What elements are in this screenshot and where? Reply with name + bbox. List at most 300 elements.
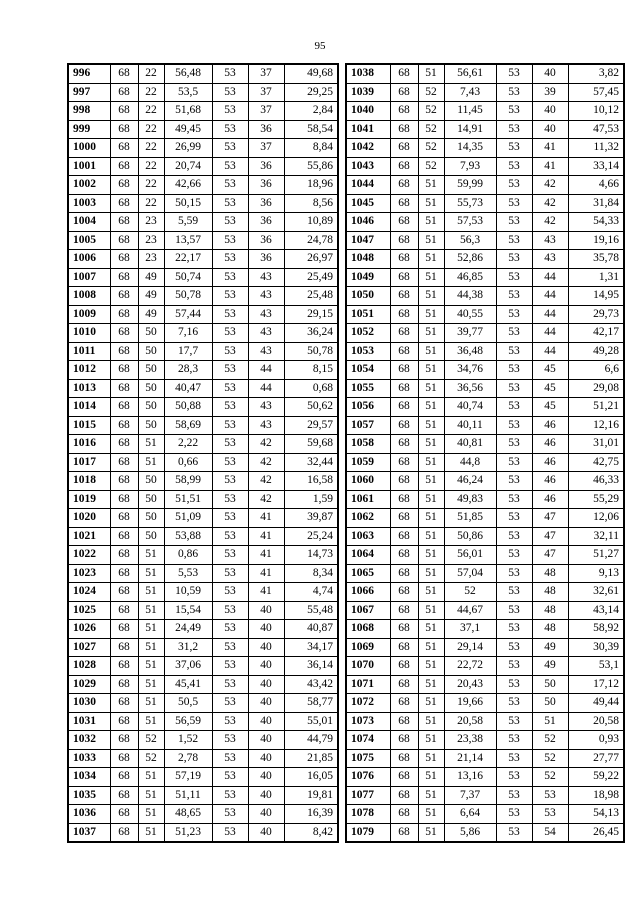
table-row [346,194,624,213]
cell-lon-minutes: 48 [532,601,568,620]
cell-point-number: 1009 [68,305,110,324]
cell-lon-seconds: 29,25 [284,83,338,102]
cell-lon-seconds: 8,34 [284,564,338,583]
cell-lon-minutes: 43 [248,342,284,361]
cell-lon-minutes: 42 [532,213,568,232]
cell-lon-degrees: 53 [212,675,248,694]
cell-lon-minutes: 43 [248,416,284,435]
cell-lat-minutes: 50 [138,527,164,546]
cell-lon-seconds: 8,42 [284,823,338,842]
cell-lat-minutes: 51 [138,786,164,805]
cell-lon-minutes: 40 [248,601,284,620]
cell-lon-degrees: 53 [496,139,532,158]
cell-lon-degrees: 53 [496,638,532,657]
cell-point-number: 1072 [346,694,390,713]
cell-lon-seconds: 54,33 [568,213,624,232]
table-row [68,231,338,250]
cell-lon-seconds: 4,66 [568,176,624,195]
cell-point-number: 1076 [346,768,390,787]
cell-point-number: 1003 [68,194,110,213]
cell-lat-minutes: 51 [138,805,164,824]
cell-lat-degrees: 68 [390,398,418,417]
cell-point-number: 1036 [68,805,110,824]
table-row [346,361,624,380]
cell-lon-seconds: 1,31 [568,268,624,287]
cell-lat-seconds: 5,53 [164,564,212,583]
cell-lon-minutes: 41 [532,139,568,158]
cell-lat-degrees: 68 [390,157,418,176]
cell-lat-degrees: 68 [390,139,418,158]
cell-lat-minutes: 23 [138,250,164,269]
table-row [346,324,624,343]
cell-lon-degrees: 53 [212,268,248,287]
cell-lon-minutes: 36 [248,194,284,213]
cell-lat-seconds: 2,78 [164,749,212,768]
cell-point-number: 1048 [346,250,390,269]
cell-point-number: 1040 [346,102,390,121]
table-row [346,102,624,121]
cell-lat-degrees: 68 [110,805,138,824]
table-row [68,527,338,546]
cell-lat-degrees: 68 [110,749,138,768]
table-row [346,657,624,676]
cell-lat-degrees: 68 [110,509,138,528]
cell-lon-seconds: 44,79 [284,731,338,750]
cell-lat-minutes: 52 [418,83,444,102]
table-row [346,398,624,417]
cell-lon-seconds: 26,45 [568,823,624,842]
cell-point-number: 1044 [346,176,390,195]
cell-lat-degrees: 68 [110,176,138,195]
cell-lon-seconds: 18,98 [568,786,624,805]
cell-lon-degrees: 53 [212,749,248,768]
cell-point-number: 1020 [68,509,110,528]
table-row [346,342,624,361]
cell-lon-degrees: 53 [496,453,532,472]
table-row [346,379,624,398]
cell-point-number: 1042 [346,139,390,158]
cell-lon-minutes: 46 [532,472,568,491]
cell-lon-seconds: 14,95 [568,287,624,306]
cell-lon-degrees: 53 [212,287,248,306]
cell-lat-minutes: 51 [418,342,444,361]
cell-lat-minutes: 51 [138,583,164,602]
cell-lon-degrees: 53 [496,194,532,213]
cell-lon-minutes: 41 [248,527,284,546]
cell-lon-seconds: 19,16 [568,231,624,250]
cell-point-number: 998 [68,102,110,121]
cell-lon-seconds: 40,87 [284,620,338,639]
cell-lon-degrees: 53 [212,527,248,546]
cell-lat-seconds: 56,3 [444,231,496,250]
cell-lat-degrees: 68 [390,472,418,491]
cell-lon-seconds: 26,97 [284,250,338,269]
cell-lat-minutes: 23 [138,231,164,250]
cell-lat-degrees: 68 [390,83,418,102]
cell-lon-degrees: 53 [496,472,532,491]
cell-lon-seconds: 59,68 [284,435,338,454]
cell-lat-seconds: 44,67 [444,601,496,620]
cell-lon-minutes: 36 [248,176,284,195]
cell-lon-degrees: 53 [212,564,248,583]
cell-lat-degrees: 68 [390,435,418,454]
cell-lon-degrees: 53 [496,120,532,139]
cell-lon-degrees: 53 [496,287,532,306]
cell-lon-minutes: 53 [532,786,568,805]
cell-lat-seconds: 51,23 [164,823,212,842]
cell-lat-degrees: 68 [390,324,418,343]
cell-lat-degrees: 68 [390,731,418,750]
cell-lon-degrees: 53 [212,472,248,491]
cell-lon-seconds: 25,48 [284,287,338,306]
cell-lat-seconds: 57,53 [444,213,496,232]
cell-lat-degrees: 68 [390,120,418,139]
table-row [346,490,624,509]
coordinates-table-left [67,63,339,843]
cell-lat-degrees: 68 [390,361,418,380]
cell-lon-seconds: 32,11 [568,527,624,546]
cell-lon-degrees: 53 [212,139,248,158]
cell-point-number: 1069 [346,638,390,657]
table-row [68,638,338,657]
cell-lat-seconds: 52 [444,583,496,602]
cell-point-number: 1043 [346,157,390,176]
cell-lon-minutes: 45 [532,379,568,398]
cell-lat-seconds: 5,86 [444,823,496,842]
cell-lon-minutes: 37 [248,139,284,158]
cell-lat-seconds: 57,44 [164,305,212,324]
cell-lat-seconds: 58,69 [164,416,212,435]
cell-lat-seconds: 56,59 [164,712,212,731]
cell-lon-seconds: 12,16 [568,416,624,435]
cell-lat-degrees: 68 [110,120,138,139]
cell-lon-minutes: 44 [248,379,284,398]
cell-lat-seconds: 14,35 [444,139,496,158]
table-row [68,675,338,694]
table-row [346,749,624,768]
cell-lon-degrees: 53 [496,527,532,546]
cell-lat-seconds: 50,5 [164,694,212,713]
cell-point-number: 1058 [346,435,390,454]
cell-lon-seconds: 39,87 [284,509,338,528]
cell-lat-degrees: 68 [110,472,138,491]
cell-point-number: 1010 [68,324,110,343]
cell-lon-degrees: 53 [212,453,248,472]
cell-lon-seconds: 43,14 [568,601,624,620]
cell-lat-degrees: 68 [110,83,138,102]
table-row [68,379,338,398]
cell-lon-seconds: 36,24 [284,324,338,343]
table-row [346,823,624,842]
cell-point-number: 1071 [346,675,390,694]
table-row [346,546,624,565]
cell-lat-minutes: 51 [418,398,444,417]
cell-lat-minutes: 51 [418,176,444,195]
cell-lat-minutes: 51 [418,250,444,269]
cell-point-number: 1014 [68,398,110,417]
cell-lat-seconds: 50,74 [164,268,212,287]
cell-lat-degrees: 68 [390,342,418,361]
cell-lon-seconds: 4,74 [284,583,338,602]
table-row [346,287,624,306]
cell-lon-minutes: 47 [532,509,568,528]
cell-lon-seconds: 25,24 [284,527,338,546]
cell-lat-minutes: 51 [418,620,444,639]
cell-lat-minutes: 22 [138,157,164,176]
cell-lon-minutes: 40 [248,823,284,842]
cell-lat-degrees: 68 [110,287,138,306]
cell-point-number: 1034 [68,768,110,787]
cell-lon-minutes: 42 [248,490,284,509]
cell-lat-minutes: 51 [418,490,444,509]
table-row [68,194,338,213]
table-row [346,176,624,195]
table-body-right [346,64,624,842]
cell-lat-seconds: 34,76 [444,361,496,380]
cell-lat-degrees: 68 [390,786,418,805]
cell-lat-minutes: 51 [138,620,164,639]
cell-lon-seconds: 18,96 [284,176,338,195]
cell-lon-minutes: 40 [248,805,284,824]
cell-lat-degrees: 68 [110,823,138,842]
cell-lon-degrees: 53 [496,268,532,287]
cell-lon-degrees: 53 [496,379,532,398]
table-row [68,490,338,509]
cell-lat-seconds: 40,55 [444,305,496,324]
table-row [346,768,624,787]
cell-lat-degrees: 68 [390,583,418,602]
cell-lon-degrees: 53 [212,657,248,676]
cell-lat-degrees: 68 [110,435,138,454]
cell-lon-seconds: 14,73 [284,546,338,565]
cell-lat-seconds: 24,49 [164,620,212,639]
table-row [346,731,624,750]
cell-lat-seconds: 20,74 [164,157,212,176]
cell-lon-seconds: 42,75 [568,453,624,472]
cell-lat-degrees: 68 [390,657,418,676]
cell-lon-degrees: 53 [212,342,248,361]
cell-lon-seconds: 58,92 [568,620,624,639]
table-row [68,546,338,565]
cell-point-number: 1029 [68,675,110,694]
cell-lat-seconds: 7,16 [164,324,212,343]
cell-point-number: 1038 [346,64,390,83]
table-row [68,731,338,750]
cell-point-number: 1024 [68,583,110,602]
cell-lat-seconds: 40,47 [164,379,212,398]
cell-lat-degrees: 68 [110,250,138,269]
cell-lon-minutes: 48 [532,583,568,602]
cell-point-number: 1062 [346,509,390,528]
cell-lat-seconds: 58,99 [164,472,212,491]
cell-lat-minutes: 51 [418,768,444,787]
cell-lon-degrees: 53 [212,712,248,731]
cell-lat-minutes: 51 [418,731,444,750]
cell-point-number: 1057 [346,416,390,435]
cell-lat-minutes: 51 [418,638,444,657]
cell-lat-seconds: 37,1 [444,620,496,639]
table-row [346,601,624,620]
cell-lat-degrees: 68 [390,268,418,287]
cell-lon-minutes: 51 [532,712,568,731]
cell-lon-seconds: 32,61 [568,583,624,602]
table-row [346,638,624,657]
cell-lat-minutes: 51 [418,453,444,472]
cell-point-number: 1051 [346,305,390,324]
cell-lon-degrees: 53 [212,305,248,324]
cell-lat-degrees: 68 [390,712,418,731]
cell-lon-seconds: 33,14 [568,157,624,176]
cell-lat-minutes: 51 [418,712,444,731]
cell-lon-minutes: 45 [532,398,568,417]
table-row [346,564,624,583]
cell-lat-seconds: 50,88 [164,398,212,417]
cell-lat-seconds: 46,24 [444,472,496,491]
cell-point-number: 1031 [68,712,110,731]
cell-lon-seconds: 58,54 [284,120,338,139]
cell-lat-seconds: 36,48 [444,342,496,361]
table-row [346,157,624,176]
cell-lat-seconds: 44,8 [444,453,496,472]
cell-point-number: 1059 [346,453,390,472]
cell-lon-seconds: 25,49 [284,268,338,287]
cell-lat-minutes: 51 [418,786,444,805]
cell-lon-seconds: 31,01 [568,435,624,454]
cell-lat-seconds: 44,38 [444,287,496,306]
cell-lat-degrees: 68 [390,231,418,250]
cell-lat-seconds: 14,91 [444,120,496,139]
table-row [68,805,338,824]
cell-lat-minutes: 49 [138,268,164,287]
cell-lat-minutes: 51 [138,768,164,787]
cell-lat-degrees: 68 [390,564,418,583]
cell-lat-seconds: 20,43 [444,675,496,694]
cell-lat-seconds: 50,78 [164,287,212,306]
cell-point-number: 1047 [346,231,390,250]
cell-lon-seconds: 8,56 [284,194,338,213]
cell-point-number: 1046 [346,213,390,232]
cell-lat-degrees: 68 [390,176,418,195]
cell-lat-minutes: 51 [418,324,444,343]
cell-lat-seconds: 50,86 [444,527,496,546]
cell-lat-seconds: 56,01 [444,546,496,565]
cell-lon-seconds: 43,42 [284,675,338,694]
cell-lon-seconds: 35,78 [568,250,624,269]
cell-lat-minutes: 51 [418,749,444,768]
table-row [68,749,338,768]
cell-lon-seconds: 50,62 [284,398,338,417]
cell-lat-minutes: 51 [418,564,444,583]
table-row [346,231,624,250]
cell-lat-seconds: 48,65 [164,805,212,824]
cell-lat-minutes: 51 [418,601,444,620]
cell-lon-minutes: 42 [248,453,284,472]
cell-lon-seconds: 50,78 [284,342,338,361]
cell-lon-minutes: 41 [248,583,284,602]
cell-lat-minutes: 51 [418,64,444,83]
cell-lon-minutes: 43 [248,287,284,306]
cell-point-number: 1023 [68,564,110,583]
cell-lat-degrees: 68 [390,102,418,121]
cell-lon-seconds: 47,53 [568,120,624,139]
cell-lat-degrees: 68 [390,416,418,435]
cell-lat-degrees: 68 [390,675,418,694]
table-row [346,305,624,324]
cell-lon-seconds: 16,58 [284,472,338,491]
cell-lon-degrees: 53 [496,657,532,676]
cell-lon-minutes: 50 [532,675,568,694]
cell-lat-degrees: 68 [110,583,138,602]
cell-lat-seconds: 57,19 [164,768,212,787]
cell-lon-minutes: 40 [248,731,284,750]
cell-lon-minutes: 40 [248,749,284,768]
cell-lat-degrees: 68 [390,620,418,639]
cell-lon-minutes: 42 [248,472,284,491]
cell-lon-degrees: 53 [212,786,248,805]
cell-lon-seconds: 1,59 [284,490,338,509]
table-row [346,453,624,472]
cell-lon-seconds: 9,13 [568,564,624,583]
table-row [68,823,338,842]
cell-point-number: 1008 [68,287,110,306]
cell-lon-degrees: 53 [496,176,532,195]
cell-point-number: 1056 [346,398,390,417]
cell-lon-minutes: 52 [532,768,568,787]
cell-lon-seconds: 29,08 [568,379,624,398]
cell-point-number: 1001 [68,157,110,176]
table-row [346,509,624,528]
cell-lat-seconds: 56,61 [444,64,496,83]
cell-lon-degrees: 53 [496,601,532,620]
cell-lon-minutes: 43 [532,250,568,269]
table-row [346,583,624,602]
cell-lat-minutes: 51 [138,675,164,694]
cell-point-number: 1021 [68,527,110,546]
cell-lon-seconds: 51,27 [568,546,624,565]
cell-lon-seconds: 51,21 [568,398,624,417]
cell-lat-seconds: 37,06 [164,657,212,676]
cell-lon-seconds: 8,84 [284,139,338,158]
table-row [346,213,624,232]
coordinates-table-right [345,63,625,843]
cell-lon-degrees: 53 [496,768,532,787]
cell-lat-degrees: 68 [110,342,138,361]
table-row [68,398,338,417]
cell-lon-degrees: 53 [496,694,532,713]
cell-lat-degrees: 68 [110,416,138,435]
cell-lon-seconds: 16,39 [284,805,338,824]
cell-lon-minutes: 44 [532,305,568,324]
table-row [68,768,338,787]
cell-lat-minutes: 51 [138,823,164,842]
cell-lat-degrees: 68 [110,453,138,472]
cell-lon-minutes: 46 [532,453,568,472]
table-row [346,416,624,435]
cell-lat-minutes: 51 [418,657,444,676]
cell-lat-minutes: 49 [138,287,164,306]
cell-lat-minutes: 50 [138,342,164,361]
cell-lat-minutes: 50 [138,398,164,417]
cell-lat-minutes: 50 [138,379,164,398]
cell-lat-degrees: 68 [390,490,418,509]
cell-lat-minutes: 51 [418,287,444,306]
cell-lat-degrees: 68 [110,361,138,380]
cell-lon-seconds: 10,12 [568,102,624,121]
cell-lat-minutes: 51 [418,268,444,287]
cell-point-number: 1002 [68,176,110,195]
cell-lat-degrees: 68 [110,268,138,287]
cell-lat-degrees: 68 [110,527,138,546]
